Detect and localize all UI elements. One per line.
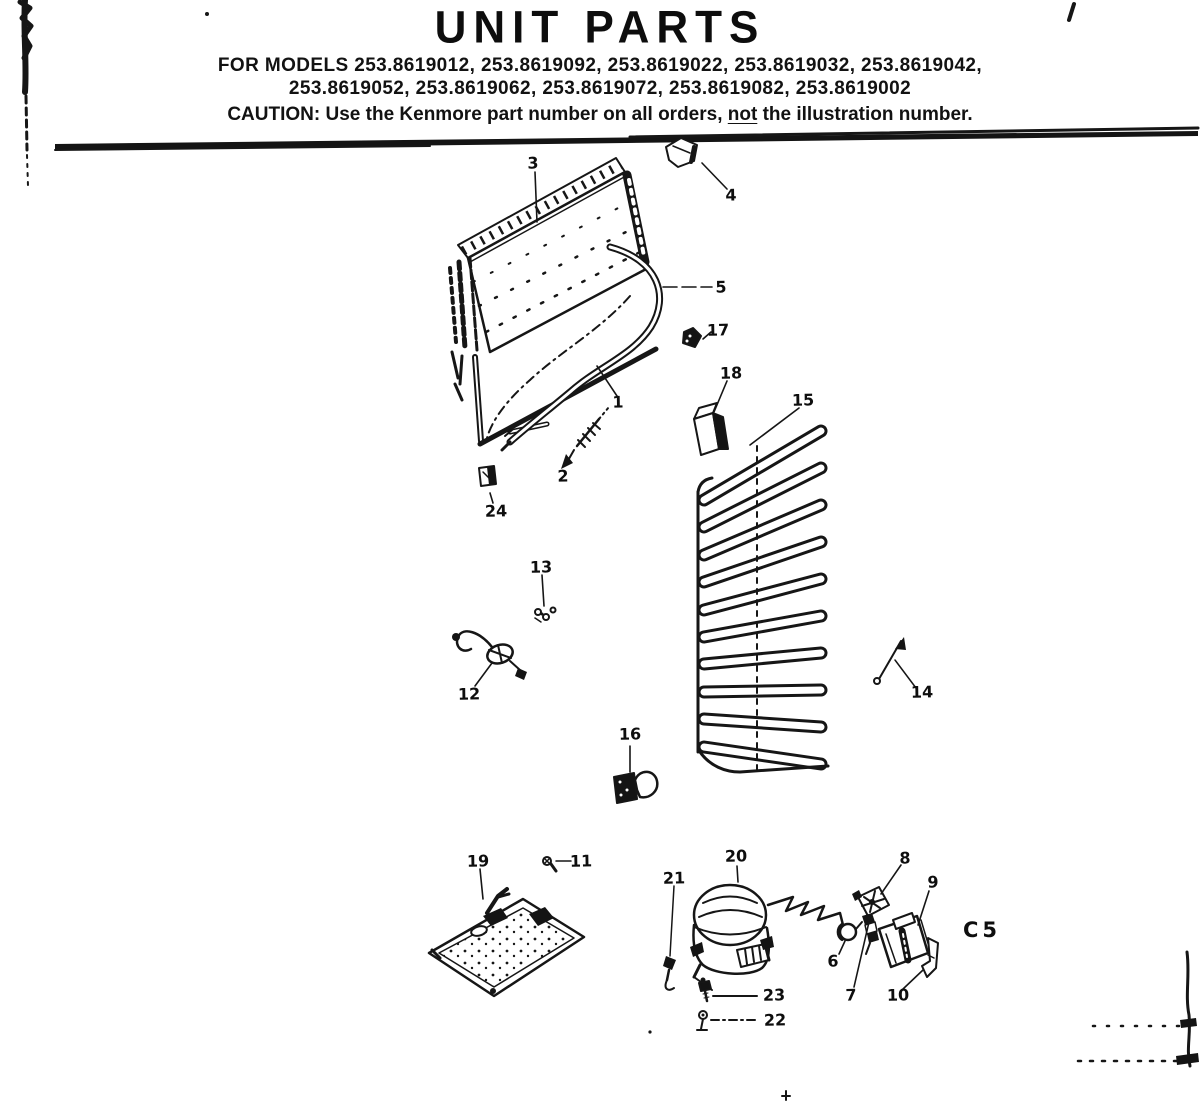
callout-8: 8 xyxy=(899,848,911,868)
callout-16: 16 xyxy=(618,724,642,744)
callout-17: 17 xyxy=(706,320,730,340)
caution-suffix: the illustration number. xyxy=(757,104,973,125)
callout-13: 13 xyxy=(529,557,553,577)
screw-part-21 xyxy=(663,886,676,990)
callout-23: 23 xyxy=(762,985,786,1005)
callout-2: 2 xyxy=(557,466,569,486)
callout-5: 5 xyxy=(715,277,727,297)
callout-6: 6 xyxy=(827,951,839,971)
callout-19: 19 xyxy=(466,851,490,871)
bolt-part-23 xyxy=(699,981,757,1001)
bracket-part-16 xyxy=(614,772,657,803)
drier-part-18 xyxy=(694,403,728,455)
compressor xyxy=(690,885,843,990)
callout-20: 20 xyxy=(724,846,748,866)
models-line-1: FOR MODELS 253.8619012, 253.8619092, 253.8619022, 253.8619032, 253.8619042, xyxy=(217,55,983,76)
callout-24: 24 xyxy=(484,501,508,521)
thermostat-part-12 xyxy=(452,631,527,680)
caution-emphasis: not xyxy=(727,104,758,125)
caution-note xyxy=(0,103,1200,126)
diagram-code: C5 xyxy=(963,918,1002,942)
screw-part-11 xyxy=(543,857,571,871)
overload-part-9 xyxy=(879,913,938,977)
callout-18: 18 xyxy=(719,363,743,383)
condenser-coil xyxy=(698,431,828,774)
callout-15: 15 xyxy=(791,390,815,410)
callout-7: 7 xyxy=(845,985,857,1005)
callout-21: 21 xyxy=(662,868,686,888)
page-title: UNIT PARTS xyxy=(434,2,766,53)
evaporator-coil xyxy=(450,158,656,444)
screw-part-2 xyxy=(561,407,609,469)
screw-part-13 xyxy=(535,608,556,623)
callout-4: 4 xyxy=(725,185,737,205)
clamp-part-24 xyxy=(479,466,496,486)
grommet-part-22 xyxy=(697,1011,757,1030)
callout-22: 22 xyxy=(763,1010,787,1030)
caution-prefix: CAUTION: xyxy=(227,104,321,125)
callout-12: 12 xyxy=(457,684,481,704)
header xyxy=(0,4,1200,126)
caution-text: Use the Kenmore part number on all orders, xyxy=(320,104,728,125)
callout-1: 1 xyxy=(612,392,624,412)
valve-part-14 xyxy=(874,637,916,688)
drain-pan xyxy=(429,889,584,996)
callout-10: 10 xyxy=(886,985,910,1005)
models-line-2: 253.8619052, 253.8619062, 253.8619072, 253.8619082, 253.8619002 xyxy=(288,78,912,99)
clip-part-17 xyxy=(683,328,701,347)
callout-14: 14 xyxy=(910,682,934,702)
callout-11: 11 xyxy=(569,851,593,871)
callout-3: 3 xyxy=(527,153,539,173)
callout-9: 9 xyxy=(927,872,939,892)
